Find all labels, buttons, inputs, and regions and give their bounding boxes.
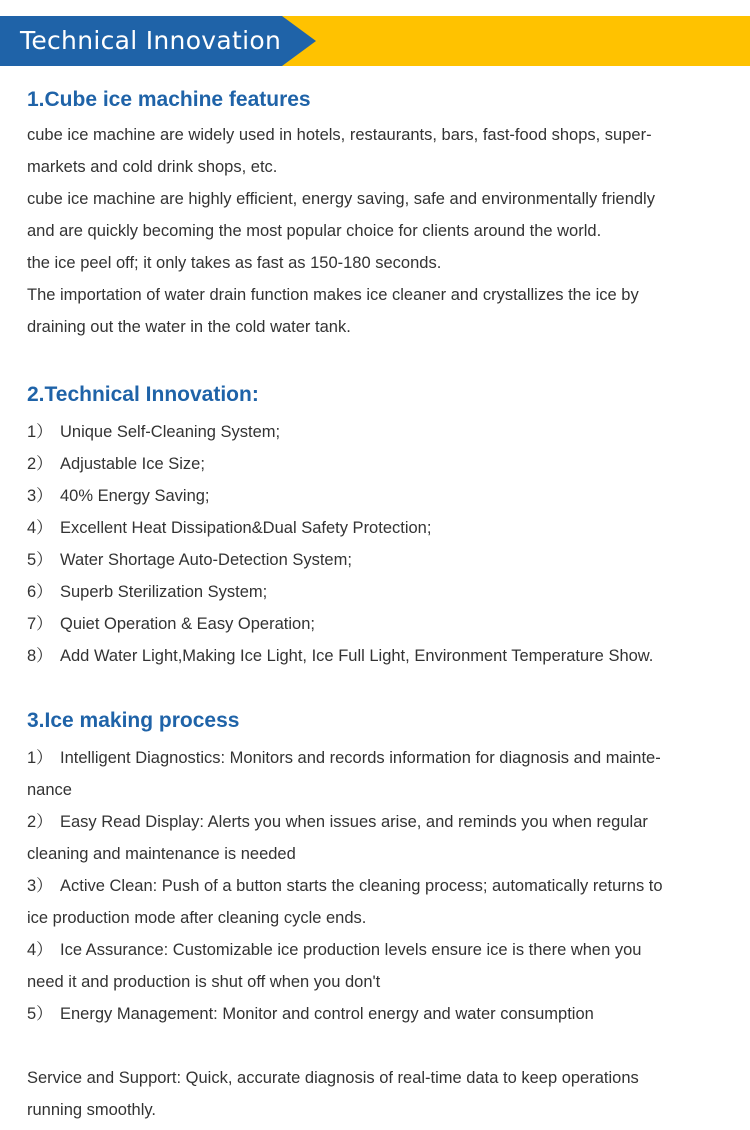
list-item bbox=[27, 544, 727, 576]
list-item bbox=[27, 934, 727, 966]
feature-list bbox=[27, 416, 727, 672]
item-text: Ice Assurance: Customizable ice production levels ensure ice is there when you bbox=[60, 941, 642, 959]
list-item bbox=[27, 806, 727, 838]
list-item-continuation bbox=[27, 774, 727, 806]
item-text: Water Shortage Auto-Detection System; bbox=[60, 551, 352, 569]
process-list bbox=[27, 742, 727, 1030]
item-number: 3） bbox=[27, 877, 53, 895]
section-title: 1.Cube ice machine features bbox=[27, 88, 311, 111]
item-text: Superb Sterilization System; bbox=[60, 583, 268, 601]
item-number: 1） bbox=[27, 749, 53, 767]
item-text: 40% Energy Saving; bbox=[60, 487, 210, 505]
item-text: Adjustable Ice Size; bbox=[60, 455, 205, 473]
item-text: Energy Management: Monitor and control energy and water consumption bbox=[60, 1005, 594, 1023]
item-text: cleaning and maintenance is needed bbox=[27, 845, 296, 863]
item-number: 7） bbox=[27, 615, 53, 633]
item-text: Quiet Operation & Easy Operation; bbox=[60, 615, 315, 633]
item-text: Active Clean: Push of a button starts the cleaning process; automatically returns to bbox=[60, 877, 663, 895]
item-text: Add Water Light,Making Ice Light, Ice Full Light, Environment Temperature Show. bbox=[60, 647, 654, 665]
item-number: 1） bbox=[27, 423, 53, 441]
list-item bbox=[27, 640, 727, 672]
item-number: 5） bbox=[27, 1005, 53, 1023]
list-item bbox=[27, 448, 727, 480]
item-text: Unique Self-Cleaning System; bbox=[60, 423, 281, 441]
list-item bbox=[27, 870, 727, 902]
item-number: 8） bbox=[27, 647, 53, 665]
item-number: 4） bbox=[27, 519, 53, 537]
section-technical-innovation bbox=[27, 379, 727, 672]
service-support-note bbox=[27, 1062, 727, 1126]
item-number: 2） bbox=[27, 455, 53, 473]
section-ice-making-process bbox=[27, 705, 727, 1030]
section-title: 2.Technical Innovation: bbox=[27, 383, 259, 406]
list-item bbox=[27, 416, 727, 448]
paragraph-line: cube ice machine are highly efficient, energy saving, safe and environmentally friendly bbox=[27, 190, 655, 208]
paragraph-line: cube ice machine are widely used in hotels, restaurants, bars, fast-food shops, super- bbox=[27, 126, 652, 144]
item-text: ice production mode after cleaning cycle ends. bbox=[27, 909, 367, 927]
main-content bbox=[27, 84, 727, 1126]
list-item bbox=[27, 480, 727, 512]
item-number: 5） bbox=[27, 551, 53, 569]
list-item bbox=[27, 512, 727, 544]
list-item bbox=[27, 742, 727, 774]
section-cube-ice-features bbox=[27, 84, 727, 343]
list-item-continuation bbox=[27, 966, 727, 998]
item-number: 2） bbox=[27, 813, 53, 831]
paragraph-line: draining out the water in the cold water tank. bbox=[27, 318, 351, 336]
item-number: 4） bbox=[27, 941, 53, 959]
paragraph-line: and are quickly becoming the most popular choice for clients around the world. bbox=[27, 222, 602, 240]
item-text: need it and production is shut off when you don't bbox=[27, 973, 381, 991]
list-item-continuation bbox=[27, 838, 727, 870]
list-item-continuation bbox=[27, 902, 727, 934]
item-number: 6） bbox=[27, 583, 53, 601]
paragraph-line: The importation of water drain function makes ice cleaner and crystallizes the ice by bbox=[27, 286, 639, 304]
list-item bbox=[27, 576, 727, 608]
item-text: nance bbox=[27, 781, 72, 799]
item-text: Intelligent Diagnostics: Monitors and records information for diagnosis and mainte- bbox=[60, 749, 661, 767]
paragraph-line: running smoothly. bbox=[27, 1101, 157, 1119]
section-title: 3.Ice making process bbox=[27, 709, 240, 732]
paragraph-line: markets and cold drink shops, etc. bbox=[27, 158, 278, 176]
item-text: Excellent Heat Dissipation&Dual Safety Protection; bbox=[60, 519, 432, 537]
list-item bbox=[27, 998, 727, 1030]
header-banner bbox=[0, 16, 750, 66]
list-item bbox=[27, 608, 727, 640]
banner-title: Technical Innovation bbox=[20, 26, 282, 55]
paragraph-line: Service and Support: Quick, accurate diagnosis of real-time data to keep operations bbox=[27, 1069, 639, 1087]
item-number: 3） bbox=[27, 487, 53, 505]
item-text: Easy Read Display: Alerts you when issues arise, and reminds you when regular bbox=[60, 813, 648, 831]
paragraph-line: the ice peel off; it only takes as fast as 150-180 seconds. bbox=[27, 254, 442, 272]
